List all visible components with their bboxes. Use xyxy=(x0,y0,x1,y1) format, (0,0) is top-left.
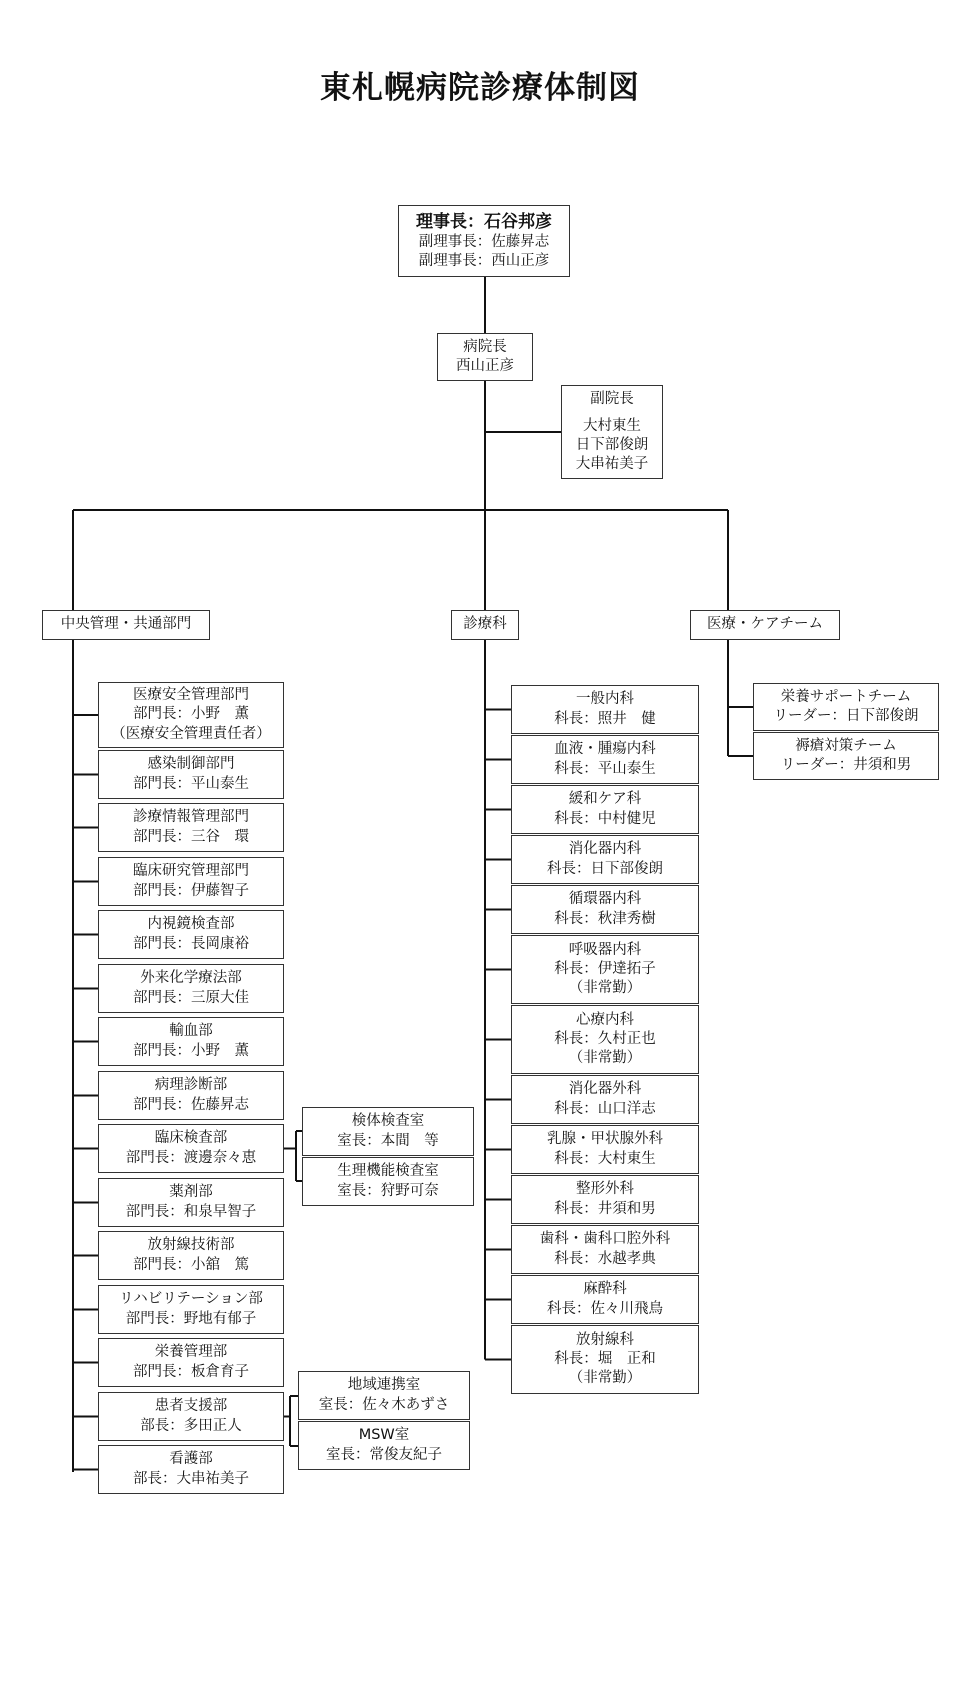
box-heading: 医療安全管理部門 xyxy=(133,687,249,704)
support-room-0 xyxy=(298,1371,470,1420)
box-heading: 理事長：石谷邦彦 xyxy=(416,211,552,232)
clinical-label xyxy=(451,610,519,640)
clinical-dept-9 xyxy=(511,1175,699,1224)
box-line: 部長：大串祐美子 xyxy=(133,1470,249,1487)
box-heading: 呼吸器内科 xyxy=(568,941,642,958)
box-line: 部門長：長岡康裕 xyxy=(133,935,249,952)
box-line: 副理事長：佐藤昇志 xyxy=(418,234,550,251)
box-heading: 副院長 xyxy=(590,390,634,407)
box-line: 部門長：平山泰生 xyxy=(133,775,249,792)
care-label xyxy=(690,610,840,640)
box-line: （医療安全管理責任者） xyxy=(111,725,271,742)
box-line: 日下部俊朗 xyxy=(575,437,649,453)
box-line: 部門長：小野 薫 xyxy=(133,706,249,723)
box-heading: 内視鏡検査部 xyxy=(147,916,235,933)
box-line: 科長：堀 正和 xyxy=(554,1350,656,1367)
box-heading: 褥瘡対策チーム xyxy=(795,737,897,754)
box-heading: 感染制御部門 xyxy=(147,756,235,773)
box-line: （非常勤） xyxy=(568,1050,642,1067)
box-heading: 消化器外科 xyxy=(568,1081,642,1098)
box-heading: 整形外科 xyxy=(576,1181,634,1198)
central-dept-13 xyxy=(98,1392,284,1441)
central-dept-2 xyxy=(98,803,284,852)
box-line: 科長：中村健児 xyxy=(554,810,656,827)
box-line: 科長：大村東生 xyxy=(554,1150,656,1167)
box-line: リーダー：日下部俊朗 xyxy=(773,708,919,724)
box-heading: 一般内科 xyxy=(576,691,634,708)
box-heading: 麻酔科 xyxy=(583,1281,627,1298)
box-line: 科長：日下部俊朗 xyxy=(547,860,663,877)
box-heading: 心療内科 xyxy=(576,1011,634,1028)
box-heading: 栄養管理部 xyxy=(154,1344,228,1361)
box-line: 室長：佐々木あずさ xyxy=(318,1396,450,1413)
box-heading: MSW室 xyxy=(358,1427,410,1444)
box-heading: 臨床検査部 xyxy=(154,1130,228,1147)
central-dept-6 xyxy=(98,1017,284,1066)
lab-room-0 xyxy=(302,1107,474,1156)
box-heading: 中央管理・共通部門 xyxy=(60,616,192,633)
central-dept-12 xyxy=(98,1338,284,1387)
box-line: リーダー：井須和男 xyxy=(780,757,912,773)
box-line: 部門長：野地有郁子 xyxy=(125,1310,257,1327)
box-line: 大村東生 xyxy=(583,417,641,434)
clinical-dept-12 xyxy=(511,1325,699,1394)
central-dept-4 xyxy=(98,910,284,959)
box-line: 部門長：小野 薫 xyxy=(133,1042,249,1059)
clinical-dept-5 xyxy=(511,935,699,1004)
central-dept-5 xyxy=(98,964,284,1013)
vice-director-box xyxy=(561,385,663,479)
box-heading: 循環器内科 xyxy=(568,891,642,908)
central-dept-8 xyxy=(98,1124,284,1173)
box-heading: 患者支援部 xyxy=(154,1398,228,1415)
central-label xyxy=(42,610,210,640)
box-line: 科長：伊達拓子 xyxy=(554,960,656,977)
box-heading: 輸血部 xyxy=(169,1023,213,1040)
box-line: 科長：水越孝典 xyxy=(554,1250,656,1267)
clinical-dept-7 xyxy=(511,1075,699,1124)
box-line: 西山正彦 xyxy=(456,358,514,374)
box-line: 室長：本間 等 xyxy=(337,1132,439,1149)
care-team-0 xyxy=(753,683,939,731)
clinical-dept-4 xyxy=(511,885,699,934)
box-line: 科長：久村正也 xyxy=(554,1030,656,1047)
clinical-dept-11 xyxy=(511,1275,699,1324)
box-line: 科長：佐々川飛鳥 xyxy=(547,1300,663,1317)
box-heading: 外来化学療法部 xyxy=(140,970,242,987)
central-dept-11 xyxy=(98,1285,284,1334)
box-heading: 栄養サポートチーム xyxy=(780,688,912,705)
box-line: 部門長：伊藤智子 xyxy=(133,882,249,899)
clinical-dept-3 xyxy=(511,835,699,884)
box-line: 部門長：和泉早智子 xyxy=(125,1203,257,1220)
box-heading: 放射線技術部 xyxy=(147,1237,235,1254)
clinical-dept-10 xyxy=(511,1225,699,1274)
box-heading: 生理機能検査室 xyxy=(337,1163,439,1180)
box-line: （非常勤） xyxy=(568,1370,642,1387)
box-heading: 臨床研究管理部門 xyxy=(133,863,249,880)
box-line: 部門長：小舘 篤 xyxy=(133,1256,249,1273)
box-line: 科長：秋津秀樹 xyxy=(554,910,656,927)
box-heading: 病院長 xyxy=(463,338,507,355)
box-heading: 病理診断部 xyxy=(154,1077,228,1094)
clinical-dept-8 xyxy=(511,1125,699,1174)
box-line: （非常勤） xyxy=(568,980,642,997)
central-dept-9 xyxy=(98,1178,284,1227)
central-dept-0 xyxy=(98,682,284,748)
box-line: 部長：多田正人 xyxy=(140,1417,242,1434)
box-line: 部門長：三谷 環 xyxy=(133,828,249,845)
clinical-dept-1 xyxy=(511,735,699,784)
box-heading: 診療情報管理部門 xyxy=(133,809,249,826)
box-heading: 消化器内科 xyxy=(568,841,642,858)
central-dept-1 xyxy=(98,750,284,799)
care-team-1 xyxy=(753,732,939,780)
page-title: 東札幌病院診療体制図 xyxy=(320,70,640,106)
box-line: 科長：照井 健 xyxy=(554,710,656,727)
central-dept-10 xyxy=(98,1231,284,1280)
support-room-1 xyxy=(298,1421,470,1470)
central-dept-7 xyxy=(98,1071,284,1120)
clinical-dept-2 xyxy=(511,785,699,834)
box-heading: 乳腺・甲状腺外科 xyxy=(547,1131,663,1148)
box-heading: 歯科・歯科口腔外科 xyxy=(539,1231,671,1248)
clinical-dept-6 xyxy=(511,1005,699,1074)
central-dept-14 xyxy=(98,1445,284,1494)
box-line: 大串祐美子 xyxy=(575,456,649,473)
box-line: 科長：平山泰生 xyxy=(554,760,656,777)
box-line: 室長：常俊友紀子 xyxy=(326,1446,442,1463)
director-box xyxy=(437,333,533,381)
box-heading: 薬剤部 xyxy=(169,1184,213,1201)
box-heading: 緩和ケア科 xyxy=(568,791,642,808)
box-heading: 検体検査室 xyxy=(351,1113,425,1130)
box-line: 部門長：佐藤昇志 xyxy=(133,1096,249,1113)
box-heading: 看護部 xyxy=(169,1451,213,1468)
box-line: 部門長：板倉育子 xyxy=(133,1363,249,1380)
central-dept-3 xyxy=(98,857,284,906)
box-heading: 血液・腫瘍内科 xyxy=(554,741,656,758)
box-heading: 放射線科 xyxy=(576,1331,634,1348)
box-line: 部門長：渡邊奈々恵 xyxy=(125,1149,257,1166)
box-line: 副理事長：西山正彦 xyxy=(418,253,550,270)
box-heading: 地域連携室 xyxy=(347,1377,421,1394)
box-line: 部門長：三原大佳 xyxy=(133,989,249,1006)
box-heading: 診療科 xyxy=(463,616,507,633)
box-heading: 医療・ケアチーム xyxy=(707,616,823,633)
clinical-dept-0 xyxy=(511,685,699,734)
lab-room-1 xyxy=(302,1157,474,1206)
executive-box xyxy=(398,205,570,277)
box-heading: リハビリテーション部 xyxy=(119,1291,263,1308)
box-line: 科長：山口洋志 xyxy=(554,1100,656,1117)
box-line: 科長：井須和男 xyxy=(554,1200,656,1217)
box-line: 室長：狩野可奈 xyxy=(337,1182,439,1199)
